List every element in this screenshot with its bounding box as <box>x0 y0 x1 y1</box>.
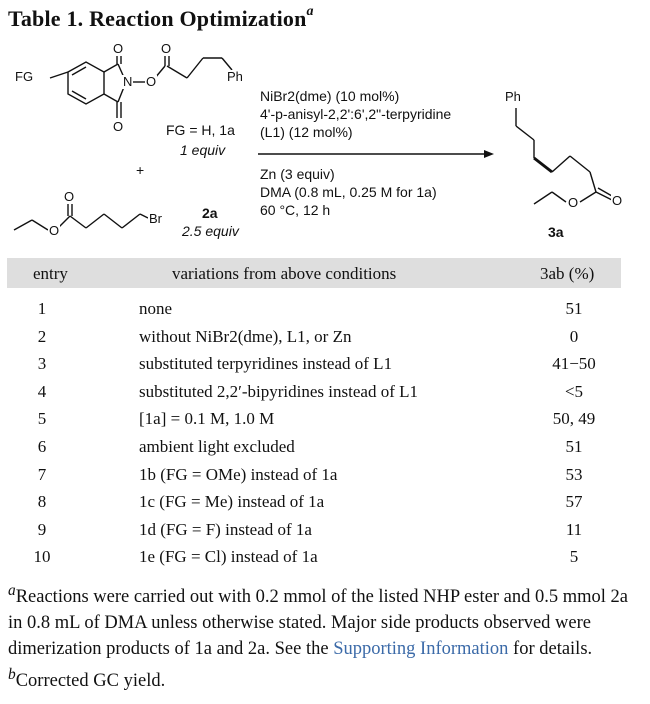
substrate-1a-text: FG = H, 1a <box>166 122 235 138</box>
table-row <box>7 351 621 379</box>
table-row <box>7 434 621 462</box>
supporting-information-link[interactable]: Supporting Information <box>333 639 509 660</box>
condition-line: 4'-p-anisyl-2,2':6',2"-terpyridine <box>260 106 452 122</box>
title-footnote-mark: a <box>306 3 314 19</box>
reaction-scheme <box>0 42 650 247</box>
bromine-label: Br <box>149 211 162 226</box>
cell-entry: 2 <box>37 326 47 346</box>
cell-variation: 1c (FG = Me) instead of 1a <box>139 492 325 512</box>
table-title-text: Table 1. Reaction Optimization <box>8 6 307 31</box>
cell-yield: 0 <box>569 326 579 346</box>
chain-bond <box>14 220 32 230</box>
cell-variation: 1d (FG = F) instead of 1a <box>139 519 312 539</box>
footnote-mark-b: b <box>8 666 16 684</box>
chain-bond <box>552 156 570 172</box>
chain-bond <box>70 216 86 228</box>
cell-yield: 57 <box>565 492 583 512</box>
cell-yield: 5 <box>569 547 579 567</box>
chain-bond <box>167 66 187 78</box>
header-variation: variations from above conditions <box>172 264 397 283</box>
carbonyl-bond <box>596 192 612 200</box>
cell-entry: 4 <box>37 381 47 401</box>
footnote-a-text-end: for details. <box>508 639 593 660</box>
bond <box>580 192 596 202</box>
optimization-table <box>7 258 621 572</box>
cell-entry: 3 <box>37 354 47 374</box>
chain-bond <box>534 158 552 172</box>
oxygen-label: O <box>113 41 124 56</box>
cell-entry: 1 <box>37 299 47 318</box>
phenyl-label: Ph <box>227 69 243 84</box>
chain-bond <box>534 192 552 204</box>
nitrogen-label: N <box>123 74 133 89</box>
cell-entry: 8 <box>37 492 47 512</box>
cell-variation: [1a] = 0.1 M, 1.0 M <box>139 409 275 429</box>
cell-entry: 6 <box>37 436 47 456</box>
product-label: 3a <box>548 224 564 240</box>
condition-line: Zn (3 equiv) <box>260 166 335 182</box>
cell-yield: <5 <box>564 381 584 401</box>
benzene-ring <box>68 62 104 104</box>
table-row <box>7 517 621 545</box>
oxygen-label: O <box>146 74 157 89</box>
oxygen-label: O <box>161 41 172 56</box>
oxygen-label: O <box>568 195 579 210</box>
table-row <box>7 544 621 572</box>
cell-yield: 51 <box>565 299 583 318</box>
bond <box>104 94 118 102</box>
cell-entry: 9 <box>37 519 47 539</box>
condition-line: 60 °C, 12 h <box>260 202 331 218</box>
oxygen-label: O <box>612 193 623 208</box>
table-footnote <box>8 578 628 694</box>
footnote-b-text: Corrected GC yield. <box>15 671 166 692</box>
footnote-a-text: Reactions were carried out with 0.2 mmol of the listed NHP ester and 0.5 mmol 2a in 0.8 mL of DMA unless otherwise stated. Major side products observed were dimerization products of 1a and 2a. See the <box>8 587 628 660</box>
chain-bond <box>552 192 566 202</box>
table-row <box>7 296 621 324</box>
cell-variation: 1b (FG = OMe) instead of 1a <box>139 464 338 484</box>
chain-bond <box>187 58 203 78</box>
cell-yield: 41−50 <box>552 354 596 374</box>
table-row <box>7 324 621 352</box>
table-row <box>7 489 621 517</box>
table-body <box>7 288 621 572</box>
cell-variation: without NiBr2(dme), L1, or Zn <box>139 326 352 346</box>
table-row <box>7 379 621 407</box>
cell-entry: 10 <box>33 547 51 567</box>
table-row <box>7 462 621 490</box>
table-header <box>7 258 621 288</box>
arrow-head <box>484 150 494 158</box>
cell-variation: 1e (FG = Cl) instead of 1a <box>139 547 318 567</box>
cell-yield: 11 <box>565 519 583 539</box>
chain-bond <box>32 220 48 230</box>
cell-variation: none <box>139 299 173 318</box>
substrate-1a-equiv: 1 equiv <box>180 142 226 158</box>
footnote-mark-a: a <box>8 582 16 599</box>
chain-bond <box>86 214 104 228</box>
cell-variation: ambient light excluded <box>139 436 295 456</box>
chain-bond <box>590 172 596 192</box>
header-entry: entry <box>33 264 68 283</box>
condition-line: (L1) (12 mol%) <box>260 124 353 140</box>
fg-label: FG <box>15 69 34 84</box>
cell-variation: substituted terpyridines instead of L1 <box>139 354 393 374</box>
chain-bond <box>140 214 148 218</box>
fg-bond <box>50 72 68 78</box>
oxygen-label: O <box>64 189 75 204</box>
chain-bond <box>570 156 590 172</box>
phenyl-label: Ph <box>505 89 521 104</box>
oxygen-label: O <box>113 119 124 134</box>
condition-line: NiBr2(dme) (10 mol%) <box>260 88 400 104</box>
substrate-1a-label <box>166 122 235 138</box>
cell-entry: 5 <box>37 409 47 429</box>
cell-entry: 7 <box>37 464 47 484</box>
plus-sign: + <box>136 162 145 178</box>
cell-yield: 50, 49 <box>552 409 596 429</box>
header-yield: 3ab (%) <box>540 264 595 283</box>
substrate-2a-equiv: 2.5 equiv <box>182 223 239 239</box>
cell-yield: 53 <box>565 464 583 484</box>
bond <box>104 64 118 72</box>
condition-line: DMA (0.8 mL, 0.25 M for 1a) <box>260 184 437 200</box>
substrate-2a-label: 2a <box>202 205 218 221</box>
oxygen-label: O <box>49 223 60 238</box>
chain-bond <box>122 214 140 228</box>
table-row <box>7 406 621 434</box>
table-title <box>8 3 314 32</box>
cell-yield: 51 <box>565 436 583 456</box>
chain-bond <box>516 126 534 140</box>
chain-bond <box>104 214 122 228</box>
cell-variation: substituted 2,2′-bipyridines instead of L1 <box>139 381 418 401</box>
